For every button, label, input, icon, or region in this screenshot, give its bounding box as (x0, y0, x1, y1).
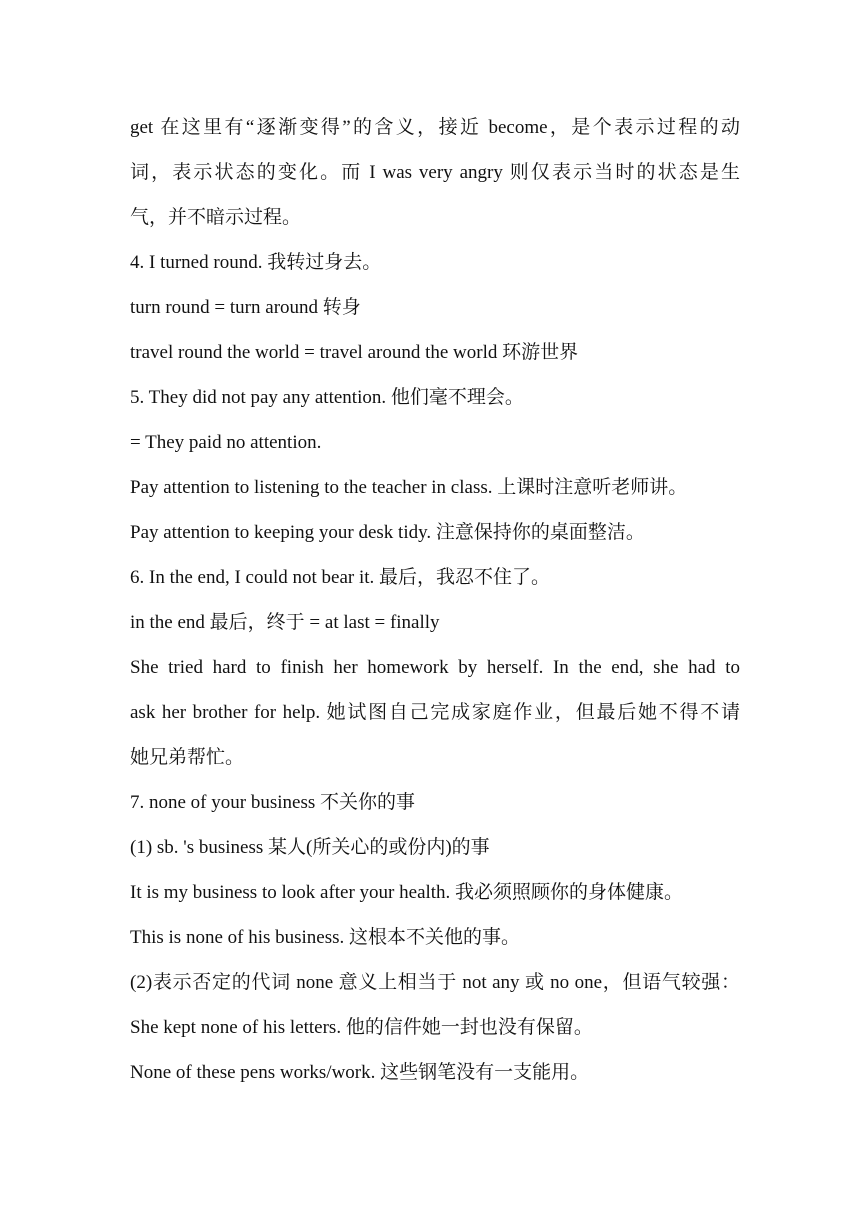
text-line: 5. They did not pay any attention. 他们毫不理会。 (130, 387, 524, 408)
text-line: Pay attention to listening to the teacher in class. 上课时注意听老师讲。 (130, 477, 688, 498)
text-line: travel round the world = travel around the world 环游世界 (130, 342, 579, 363)
text-line: 气，并不暗示过程。 (130, 207, 302, 228)
text-line: Pay attention to keeping your desk tidy. 注意保持你的桌面整洁。 (130, 522, 645, 543)
text-line: ask her brother for help. 她试图自己完成家庭作业，但最后她不得不请 (130, 702, 740, 723)
text-line: It is my business to look after your health. 我必须照顾你的身体健康。 (130, 882, 684, 903)
text-line: 6. In the end, I could not bear it. 最后，我忍不住了。 (130, 567, 551, 588)
text-line: (2)表示否定的代词 none 意义上相当于 not any 或 no one，但语气较强： (130, 972, 740, 993)
text-line: = They paid no attention. (130, 432, 322, 453)
text-line: None of these pens works/work. 这些钢笔没有一支能用。 (130, 1062, 590, 1083)
text-line: 7. none of your business 不关你的事 (130, 792, 415, 813)
text-line: get 在这里有“逐渐变得”的含义，接近 become，是个表示过程的动 (130, 117, 740, 138)
text-line: She tried hard to finish her homework by herself. In the end, she had to (130, 657, 740, 678)
text-line: 4. I turned round. 我转过身去。 (130, 252, 382, 273)
text-line: She kept none of his letters. 他的信件她一封也没有保留。 (130, 1017, 593, 1038)
text-line: 词，表示状态的变化。而 I was very angry 则仅表示当时的状态是生 (130, 162, 740, 183)
text-line: (1) sb. 's business 某人(所关心的或份内)的事 (130, 837, 490, 858)
text-line: in the end 最后，终于 = at last = finally (130, 612, 440, 633)
text-line: 她兄弟帮忙。 (130, 747, 245, 768)
text-line: turn round = turn around 转身 (130, 297, 361, 318)
text-line: This is none of his business. 这根本不关他的事。 (130, 927, 521, 948)
